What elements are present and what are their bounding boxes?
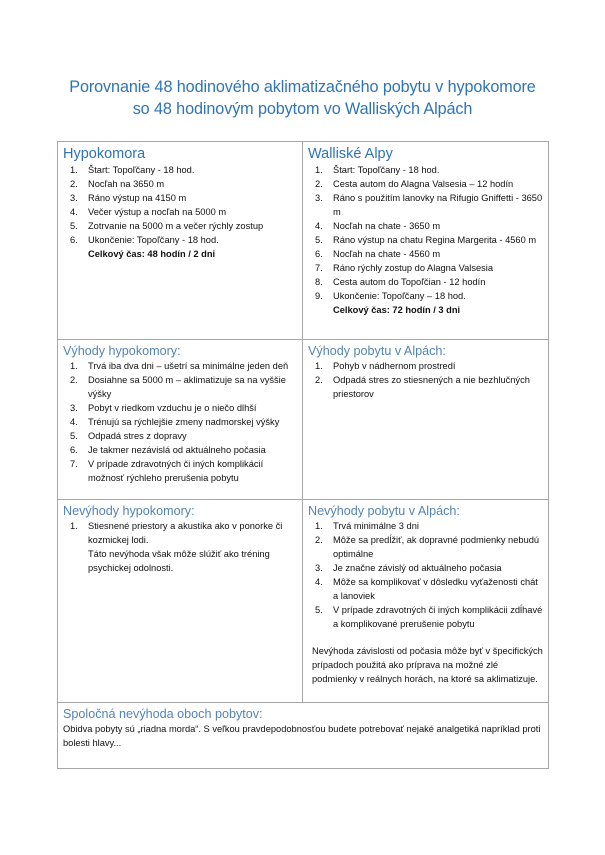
list-text: Ráno s použitím lanovky na Rifugio Gniffetti - 3650 m [333,193,543,217]
list-item [308,603,544,631]
hypokomora-cell [58,142,303,340]
nevyhody-alpy-list [308,519,544,631]
list-number: 4. [315,221,323,231]
list-item [63,415,298,429]
list-item [63,177,298,191]
list-number: 2. [315,179,323,189]
list-item [308,233,544,247]
list-item [308,219,544,233]
list-number: 2. [315,375,323,385]
nevyhody-hypokomory-heading: Nevýhody hypokomory: [63,504,195,518]
nevyhody-alpy-cell [303,500,549,703]
list-item [308,575,544,603]
vyhody-hypokomory-cell [58,340,303,500]
list-item [308,519,544,533]
list-text: Pobyt v riedkom vzduchu je o niečo dlhší [88,403,257,413]
list-text: Odpadá stres zo stiesnených a nie bezhlučných priestorov [333,375,530,399]
title-line-2: so 48 hodinovým pobytom vo Walliských Alpách [132,100,473,118]
list-text: Pohyb v nádhernom prostredí [333,361,456,371]
list-text: Zotrvanie na 5000 m a večer rýchly zostup [88,221,264,231]
list-text: Ukončenie: Topoľčany – 18 hod. [333,291,466,301]
nevyhody-hypokomory-note: Táto nevýhoda však môže slúžiť ako tréning psychickej odolnosti. [88,549,270,573]
nevyhody-hypokomory-list [63,519,298,547]
list-number: 2. [70,375,78,385]
list-text: Ráno rýchly zostup do Alagna Valsesia [333,263,494,273]
list-number: 4. [70,417,78,427]
list-item [63,219,298,233]
list-number: 1. [70,521,78,531]
list-item [63,401,298,415]
list-item [308,561,544,575]
list-text: Trvá minimálne 3 dni [333,521,419,531]
vyhody-alpy-heading: Výhody pobytu v Alpách: [308,344,446,358]
list-text: Je značne závislý od aktuálneho počasia [333,563,502,573]
list-number: 3. [315,193,323,203]
list-item [63,457,298,485]
vyhody-hypokomory-list [63,359,298,485]
list-number: 4. [70,207,78,217]
list-number: 6. [315,249,323,259]
list-item [308,247,544,261]
list-number: 1. [315,521,323,531]
list-number: 9. [315,291,323,301]
vyhody-hypokomory-heading: Výhody hypokomory: [63,344,181,358]
list-number: 1. [70,361,78,371]
list-text: Môže sa komplikovať v dôsledku vyťaženosti chát a lanoviek [333,577,538,601]
list-text: Cesta autom do Topoľčian - 12 hodín [333,277,486,287]
vyhody-alpy-cell [303,340,549,500]
list-text: Večer výstup a nocľah na 5000 m [88,207,227,217]
alpy-cell [303,142,549,340]
list-item [308,533,544,561]
itinerary-row [58,142,549,340]
document-title [0,76,605,120]
list-number: 5. [315,605,323,615]
disadvantages-row [58,500,549,703]
nevyhody-hypokomory-cell [58,500,303,703]
list-number: 5. [70,431,78,441]
title-line-1: Porovnanie 48 hodinového aklimatizačného pobytu v hypokomore [69,78,536,96]
nevyhody-alpy-heading: Nevýhody pobytu v Alpách: [308,504,460,518]
alpy-total: Celkový čas: 72 hodín / 3 dni [333,305,461,315]
list-number: 1. [315,361,323,371]
list-text: Je takmer nezávislá od aktuálneho počasia [88,445,266,455]
list-number: 5. [70,221,78,231]
advantages-row [58,340,549,500]
list-item [308,261,544,275]
list-text: Nocľah na 3650 m [88,179,165,189]
list-item [63,163,298,177]
list-number: 5. [315,235,323,245]
list-item [308,191,544,219]
list-number: 7. [70,459,78,469]
list-text: V prípade zdravotných či iných komplikácií možnosť rýchleho prerušenia pobytu [88,459,264,483]
list-item [63,205,298,219]
list-item [63,191,298,205]
hypokomora-steps [63,163,298,247]
nevyhody-alpy-paragraph: Nevýhoda závislosti od počasia môže byť v špecifických prípadoch použitá ako príprava na možné zlé podmienky v reálnych horách, na ktoré sa aklimatizuje. [312,646,543,684]
list-item [63,519,298,547]
list-item [63,429,298,443]
alpy-heading: Walliské Alpy [308,146,393,162]
list-text: Trénujú sa rýchlejšie zmeny nadmorskej výšky [88,417,280,427]
list-number: 6. [70,235,78,245]
alpy-steps [308,163,544,303]
list-number: 4. [315,577,323,587]
list-item [308,373,544,401]
list-number: 1. [315,165,323,175]
list-item [308,359,544,373]
list-number: 7. [315,263,323,273]
common-row [58,703,549,769]
spolocna-cell [58,703,549,769]
list-item [63,359,298,373]
list-text: Môže sa predĺžiť, ak dopravné podmienky nebudú optimálne [333,535,540,559]
list-text: Štart: Topoľčany - 18 hod. [333,165,440,175]
list-item [308,163,544,177]
list-item [63,373,298,401]
list-number: 3. [70,193,78,203]
list-text: Ráno výstup na chatu Regina Margerita - 4560 m [333,235,537,245]
list-text: Nocľah na chate - 4560 m [333,249,441,259]
list-item [308,275,544,289]
spolocna-text: Obidva pobyty sú „riadna morda“. S veľkou pravdepodobnosťou budete potrebovať nejaké analgetiká napríklad proti bolesti hlavy... [63,724,541,748]
list-text: Ukončenie: Topoľčany - 18 hod. [88,235,219,245]
list-text: Cesta autom do Alagna Valsesia – 12 hodín [333,179,514,189]
list-item [63,233,298,247]
list-number: 2. [315,535,323,545]
list-text: Odpadá stres z dopravy [88,431,187,441]
list-text: Stiesnené priestory a akustika ako v ponorke či kozmickej lodi. [88,521,283,545]
list-item [63,443,298,457]
list-number: 3. [315,563,323,573]
list-number: 3. [70,403,78,413]
vyhody-alpy-list [308,359,544,401]
list-item [308,289,544,303]
list-text: Štart: Topoľčany - 18 hod. [88,165,195,175]
list-number: 1. [70,165,78,175]
list-number: 6. [70,445,78,455]
list-text: V prípade zdravotných či iných komplikácii zdĺhavé a komplikované prerušenie pobytu [333,605,543,629]
spolocna-heading: Spoločná nevýhoda oboch pobytov: [63,707,263,721]
comparison-table [57,141,549,769]
hypokomora-total: Celkový čas: 48 hodín / 2 dni [88,249,216,259]
list-item [308,177,544,191]
hypokomora-heading: Hypokomora [63,146,146,162]
list-text: Dosiahne sa 5000 m – aklimatizuje sa na vyššie výšky [88,375,286,399]
list-text: Nocľah na chate - 3650 m [333,221,441,231]
list-number: 2. [70,179,78,189]
list-number: 8. [315,277,323,287]
list-text: Ráno výstup na 4150 m [88,193,187,203]
list-text: Trvá iba dva dni – ušetrí sa minimálne jeden deň [88,361,289,371]
